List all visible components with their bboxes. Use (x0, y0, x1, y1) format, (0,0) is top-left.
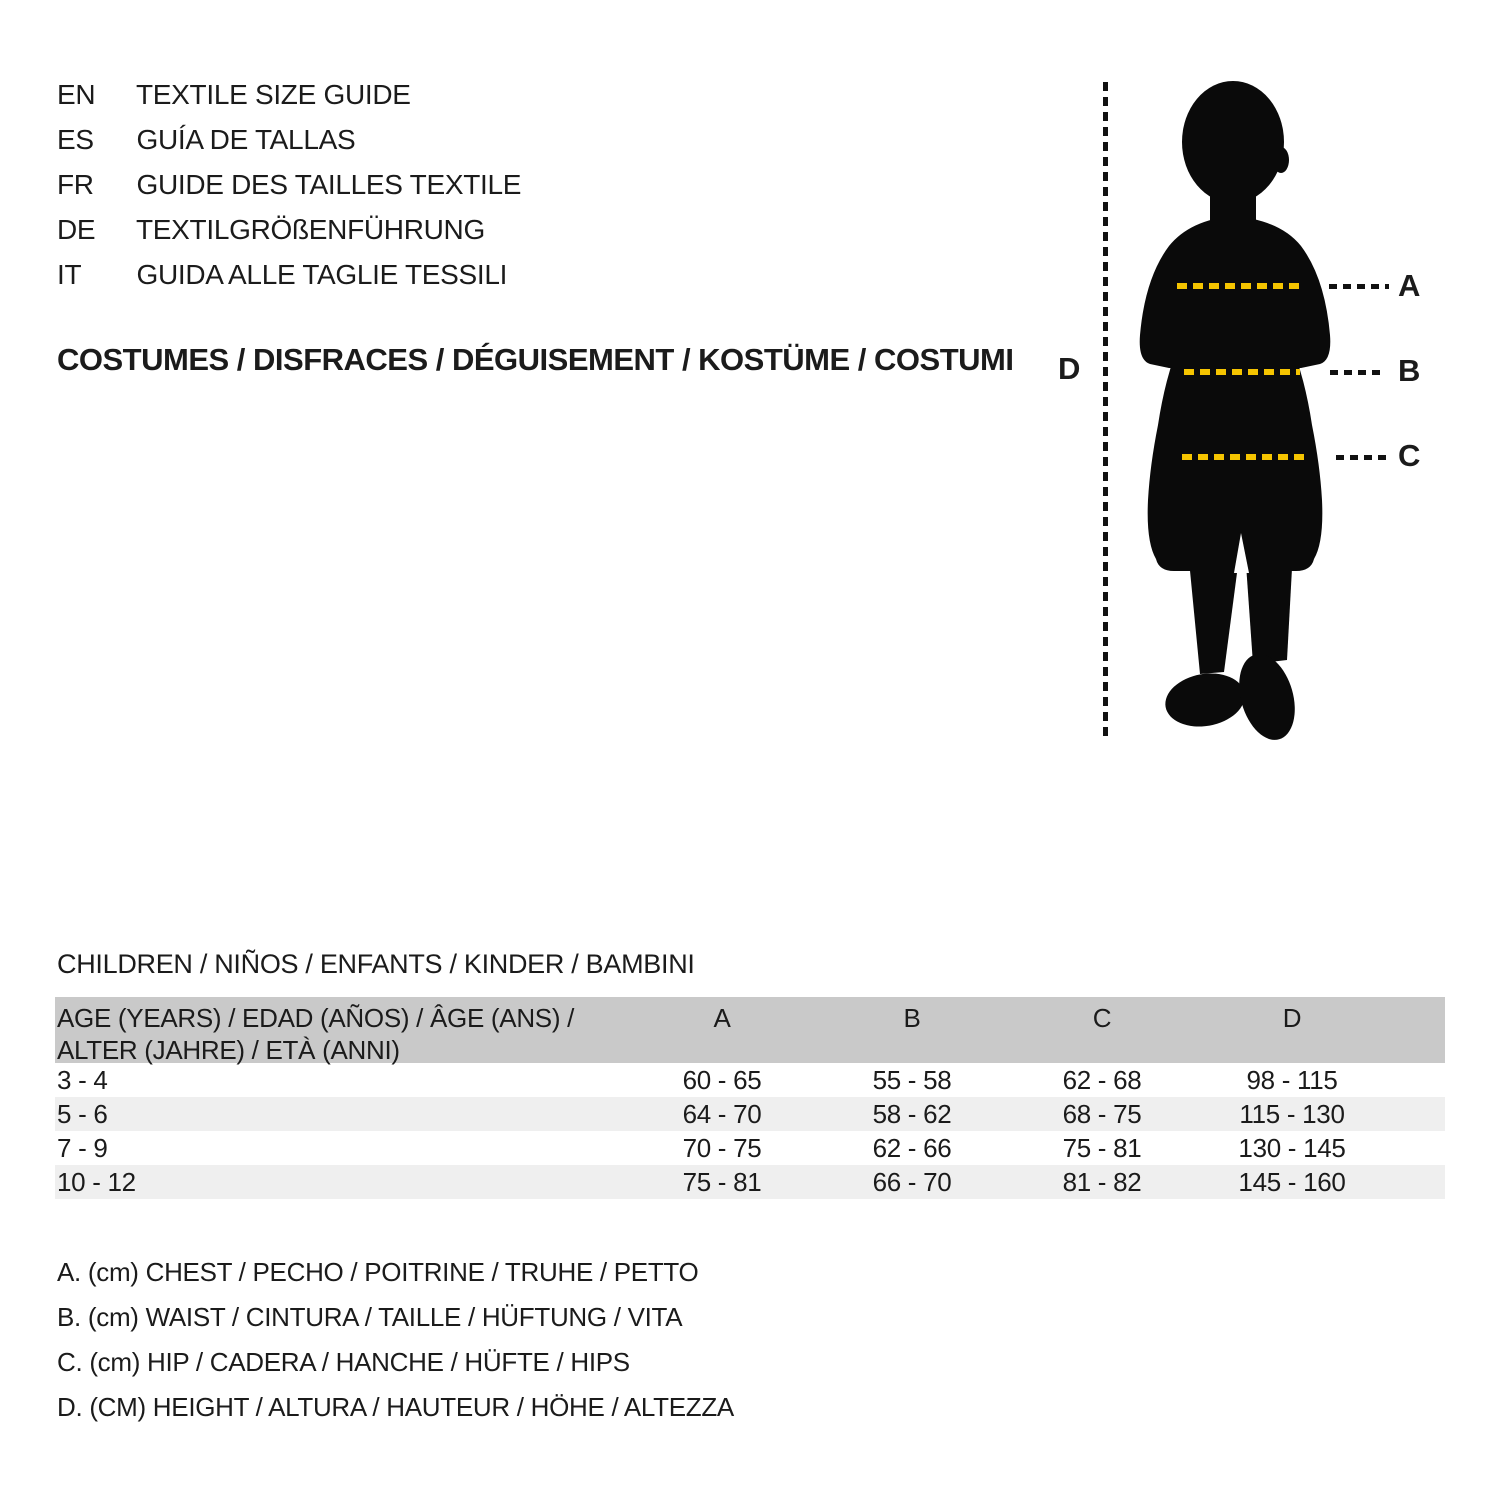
lang-title: TEXTILGRÖßENFÜHRUNG (135, 214, 485, 245)
age-header-line1: AGE (YEARS) / EDAD (AÑOS) / ÂGE (ANS) / (57, 1003, 575, 1033)
lang-title: GUIDA ALLE TAGLIE TESSILI (136, 259, 508, 290)
chest-cell: 70 - 75 (682, 1132, 762, 1163)
measure-label-d: D (1057, 351, 1081, 386)
chest-cell: 64 - 70 (682, 1098, 762, 1129)
age-header-line2: ALTER (JAHRE) / ETÀ (ANNI) (57, 1035, 400, 1065)
measurement-legend (57, 1257, 734, 1437)
waist-cell: 66 - 70 (872, 1166, 952, 1197)
lang-title: TEXTILE SIZE GUIDE (135, 79, 411, 110)
waist-cell: 55 - 58 (872, 1064, 952, 1095)
lang-row-en (57, 80, 521, 110)
lang-code: DE (57, 214, 96, 245)
hip-cell: 62 - 68 (1062, 1064, 1142, 1095)
table-row (55, 1131, 1445, 1165)
measure-label-c: C (1398, 438, 1421, 473)
age-cell: 10 - 12 (57, 1167, 136, 1197)
measure-label-b: B (1398, 353, 1421, 388)
height-cell: 115 - 130 (1239, 1098, 1345, 1129)
lang-row-fr (57, 170, 521, 200)
size-table (55, 997, 1445, 1199)
silhouette-left-leg (1188, 550, 1240, 674)
chest-measure-dashed-line (1177, 283, 1303, 289)
silhouette-right-leg (1245, 550, 1293, 664)
chest-connector-dashed-line (1329, 284, 1389, 289)
waist-connector-dashed-line (1330, 370, 1386, 375)
lang-code: ES (57, 124, 94, 155)
height-cell: 130 - 145 (1238, 1132, 1346, 1163)
legend-chest: A. (cm) CHEST / PECHO / POITRINE / TRUHE / PETTO (57, 1257, 699, 1287)
silhouette-right-shoe (1230, 648, 1304, 747)
child-silhouette (1130, 80, 1370, 750)
column-header-c: C (1092, 1003, 1112, 1033)
waist-measure-dashed-line (1184, 369, 1300, 375)
lang-row-de (57, 215, 521, 245)
silhouette-left-shoe (1161, 667, 1249, 732)
hip-measure-dashed-line (1182, 454, 1309, 460)
lang-code: IT (57, 259, 82, 290)
column-header-d: D (1282, 1003, 1302, 1033)
silhouette-torso (1140, 216, 1331, 571)
column-header-b: B (903, 1003, 921, 1033)
lang-title: GUIDE DES TAILLES TEXTILE (136, 169, 522, 200)
chest-cell: 60 - 65 (682, 1064, 762, 1095)
chest-cell: 75 - 81 (682, 1166, 762, 1197)
legend-hip: C. (cm) HIP / CADERA / HANCHE / HÜFTE / HIPS (57, 1347, 630, 1377)
size-table-heading: CHILDREN / NIÑOS / ENFANTS / KINDER / BAMBINI (57, 949, 695, 979)
age-cell: 7 - 9 (57, 1133, 108, 1163)
height-cell: 145 - 160 (1238, 1166, 1346, 1197)
measure-label-a: A (1398, 268, 1421, 303)
size-table-header-row (55, 997, 1445, 1063)
lang-title: GUÍA DE TALLAS (136, 124, 356, 155)
lang-code: FR (57, 169, 94, 200)
height-measure-dashed-line (1103, 82, 1108, 742)
height-cell: 98 - 115 (1246, 1064, 1338, 1095)
hip-connector-dashed-line (1336, 455, 1386, 460)
waist-cell: 58 - 62 (872, 1098, 952, 1129)
lang-row-es (57, 125, 521, 155)
age-cell: 3 - 4 (57, 1065, 108, 1095)
age-header-cell (55, 1003, 627, 1065)
table-row (55, 1165, 1445, 1199)
category-title: COSTUMES / DISFRACES / DÉGUISEMENT / KOSTÜME / COSTUMI (57, 342, 1014, 377)
table-row (55, 1063, 1445, 1097)
hip-cell: 75 - 81 (1062, 1132, 1142, 1163)
silhouette-ear (1273, 147, 1289, 173)
language-title-list (57, 80, 521, 305)
waist-cell: 62 - 66 (872, 1132, 952, 1163)
column-header-a: A (713, 1003, 731, 1033)
age-cell: 5 - 6 (57, 1099, 108, 1129)
hip-cell: 68 - 75 (1062, 1098, 1142, 1129)
legend-height: D. (CM) HEIGHT / ALTURA / HAUTEUR / HÖHE / ALTEZZA (57, 1392, 734, 1422)
hip-cell: 81 - 82 (1062, 1166, 1142, 1197)
legend-waist: B. (cm) WAIST / CINTURA / TAILLE / HÜFTUNG / VITA (57, 1302, 683, 1332)
lang-row-it (57, 260, 521, 290)
table-row (55, 1097, 1445, 1131)
lang-code: EN (57, 79, 96, 110)
